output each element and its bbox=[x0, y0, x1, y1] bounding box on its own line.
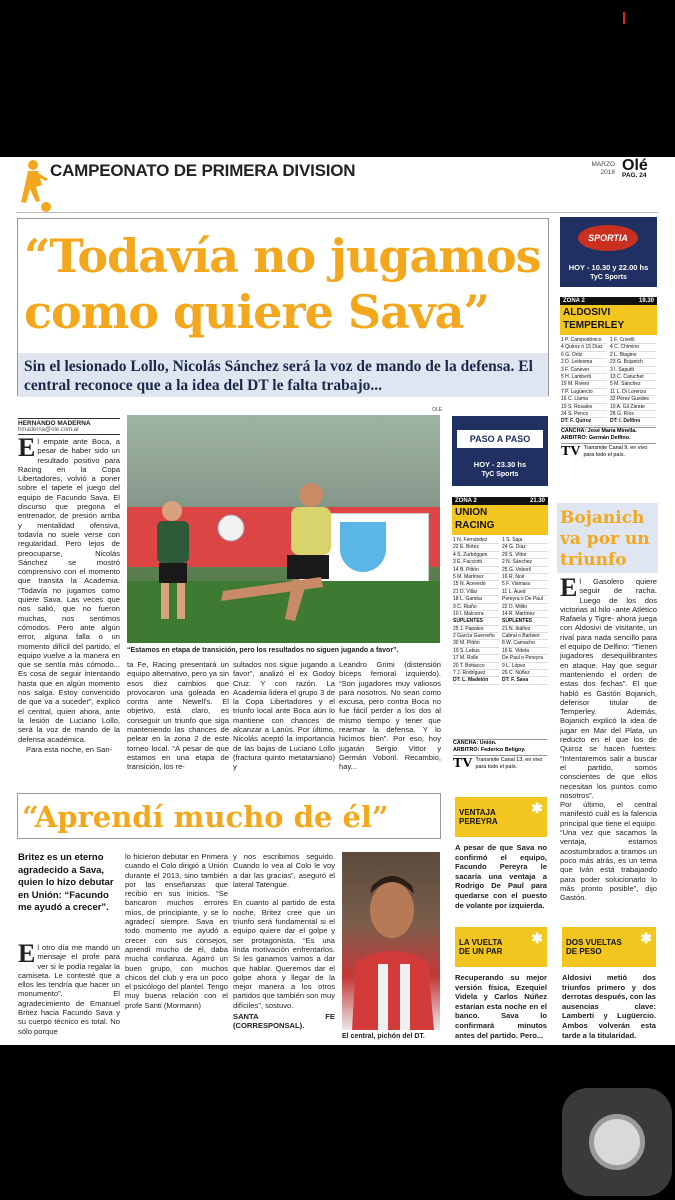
box-vuelta-par bbox=[455, 927, 547, 1040]
lineup-player: 25 G. Voboril bbox=[502, 567, 548, 574]
sub-player: 9 L. López bbox=[502, 663, 548, 670]
lineup-player: 13 C. Caruchet bbox=[610, 374, 656, 381]
lineup-player: 11 L. Aued bbox=[502, 589, 548, 596]
pasoapaso-logo: PASO A PASO bbox=[457, 430, 543, 448]
lineup-player: 11 L. Di Lorenzo bbox=[610, 389, 656, 396]
article-column-1 bbox=[18, 433, 120, 787]
match2-cancha: CANCHA: Unión. bbox=[453, 740, 497, 746]
byline-email[interactable]: hmaderna@ole.com.ar bbox=[18, 427, 80, 433]
lineup-player: 1 S. Saja bbox=[502, 537, 548, 544]
brand-logo: Olé bbox=[622, 157, 648, 174]
lineup-player: Pereyra o De Paul bbox=[502, 596, 548, 603]
second-col3-text: y nos escribimos seguido. Cuando lo vea al Colo le voy a dar las gracias”, aseguró el lateral Tatengue. En cuanto al partido de esta noche, Britez cree que un triunfo será fundamental si el equipo quiere dar el golpe y ser protagonista. “Es una linda motivación enfrentarlos. Si les ganamos vamos a dar que hablar. Queremos dar el golpe ahora y llegar de la mejor manera a los otros partidos que también son muy difíciles”, sostuvo. bbox=[233, 852, 335, 1010]
headline-line-2: como quiere Sava” bbox=[24, 285, 489, 339]
sportia-network: TyC Sports bbox=[590, 274, 627, 281]
sub-player: 21 N. Ibáñez bbox=[502, 626, 548, 633]
sub-player: 25 J. Papaleo bbox=[453, 626, 499, 633]
sub-player: 30 M. Pittón bbox=[453, 640, 499, 647]
dos-title bbox=[562, 927, 656, 967]
bojanich-headline: Bojanich va por un triunfo bbox=[560, 508, 650, 570]
lineup-player: 22 E. Britez bbox=[453, 544, 499, 551]
article-col1b-text: Para esta noche, en San- bbox=[26, 744, 113, 754]
match2-info bbox=[453, 739, 547, 770]
lineup-player: 29 S. Vittor bbox=[502, 552, 548, 559]
asterisk-icon: ✱ bbox=[640, 930, 652, 946]
tv-box-sportia bbox=[560, 217, 657, 287]
sub-player: 7 J. Rodríguez bbox=[453, 670, 499, 677]
lineup-player: 18 L. Gamba bbox=[453, 596, 499, 603]
dos-title-text: DOS VUELTAS DE PESO bbox=[566, 938, 622, 956]
sub-player: 16 E. Videla bbox=[502, 648, 548, 655]
match1-dt-left: DT: F. Quiroz bbox=[561, 418, 607, 425]
match1-header bbox=[560, 297, 657, 335]
lineup-player: 28 G. Ríos bbox=[610, 411, 656, 418]
lineup-player: 1 P. Campodónico bbox=[561, 337, 607, 344]
lineup-player: 9 C. Riaño bbox=[453, 604, 499, 611]
match2-dt-left: DT: L. Madelón bbox=[453, 677, 499, 684]
match-box-union-racing bbox=[452, 497, 548, 787]
ventaja-title bbox=[455, 797, 547, 837]
pasoapaso-time: HOY - 23.30 hs bbox=[473, 460, 527, 469]
match1-tv bbox=[561, 443, 656, 458]
match1-time: 19.30 bbox=[638, 298, 654, 304]
player-portrait-illustration bbox=[342, 852, 440, 1030]
lineup-player: 10 S. Rosales bbox=[561, 404, 607, 411]
match1-cancha: CANCHA: José María Minella. bbox=[561, 428, 637, 434]
lineup-player: 4 S. Zurbriggen bbox=[453, 552, 499, 559]
match1-lineup-right bbox=[610, 337, 656, 426]
match1-arbitro: ARBITRO: Germán Delfino. bbox=[561, 434, 631, 441]
match2-dt-right: DT: F. Sava bbox=[502, 677, 548, 684]
vuelta-title bbox=[455, 927, 547, 967]
lineup-player: 16 C. Llama bbox=[561, 396, 607, 403]
match2-tv-text: Transmite Canal 13, en vivo para todo el país. bbox=[475, 757, 543, 770]
sub-player: Cabral o Barbieri bbox=[502, 633, 548, 640]
lineup-player: 3 E. Facciotti bbox=[453, 559, 499, 566]
match1-info bbox=[561, 427, 656, 458]
lineup-player: 1 N. Fernández bbox=[453, 537, 499, 544]
vuelta-body: Recuperando su mejor versión física, Ezequiel Videla y Carlos Núñez estarían esta noche en el banco. Sava lo confirmará minutos antes del partido. Pero... bbox=[455, 973, 547, 1040]
lineup-player: 10 A. Gil Zárate bbox=[610, 404, 656, 411]
match2-subs-label-right: SUPLENTES bbox=[502, 618, 548, 625]
vuelta-title-text: LA VUELTA DE UN PAR bbox=[459, 938, 503, 956]
lineup-player: 23 G. Bojanich bbox=[610, 359, 656, 366]
article-col1-text: l empate ante Boca, a pesar de haber sido un resultado positivo para Racing en la Copa Libertadores, volvió a poner sobre el tapete el juego del equipo de Facundo Sava. El discurso que pregona el entrenador, de presión arriba y mentalidad ofensiva, todavía no suele verse con regularidad. Pero lejos de preocuparse, Nicolás Sánchez se mostró comprensivo con el momento que transita la Academia. “Todavía no jugamos como quiere Sava. Las veces que nos salió, que no fueron muchas, nos sentimos cómodos. Pero ante algún error, alguna falla o un momento difícil del partido, el equipo vuelve a la manera en que se sentía más cómodo... Es cosa de seguir intentando hasta que en algún momento nos salga. Estoy convencido de que va a suceder”, explicó el central, quien ahora, ante la lesión de Luciano Lollo, será la voz de mando de la defensa académica. bbox=[18, 437, 120, 744]
lineup-player: 14 R. Martínez bbox=[502, 611, 548, 618]
match2-team2: RACING bbox=[455, 520, 495, 531]
dropcap: E bbox=[18, 433, 36, 462]
match1-team2: TEMPERLEY bbox=[563, 320, 625, 331]
match1-zone: ZONA 2 bbox=[563, 298, 585, 304]
status-indicator bbox=[623, 12, 625, 24]
lineup-player: 1 F. Crivelli bbox=[610, 337, 656, 344]
lineup-player: 7 P. Lugüercio bbox=[561, 389, 607, 396]
lineup-player: 16 R. Noir bbox=[502, 574, 548, 581]
match2-subs-label: SUPLENTES bbox=[453, 618, 499, 625]
sub-player: 19 S. Lebus bbox=[453, 648, 499, 655]
dos-body: Aldosivi metió dos triunfos primero y dos derrotas después, con las ausencias clave: Lamberti y Lugüercio. Ambos volverán esta tarde a la titularidad. bbox=[562, 973, 656, 1040]
article-column-2: ta Fe, Racing presentará un equipo alternativo, pero ya sin esos diez cambios que provocaron una goleada en contra ante Newell's. El objetivo, está claro, es conseguir un triunfo que siga manteniendo las chances de pelear en la zona 2 de este torneo local. “A pesar de que estamos en una etapa de transición, los re- bbox=[127, 660, 229, 772]
second-column-3 bbox=[233, 852, 335, 1042]
lineup-player: 24 S. Penco bbox=[561, 411, 607, 418]
asterisk-icon: ✱ bbox=[531, 800, 543, 816]
lineup-player: 14 B. Pittón bbox=[453, 567, 499, 574]
issue-date: MARZO 2016 bbox=[591, 161, 615, 176]
second-lead: Britez es un eterno agradecido a Sava, quien lo hizo debutar en Unión: “Facundo me ayudó a crecer”. bbox=[18, 852, 114, 913]
pasoapaso-network: TyC Sports bbox=[481, 471, 519, 478]
match2-time: 21.30 bbox=[529, 498, 545, 504]
second-column-1 bbox=[18, 939, 120, 1043]
lineup-player: 22 D. Milito bbox=[502, 604, 548, 611]
match2-zone: ZONA 2 bbox=[455, 498, 477, 504]
photo-credit: OLE bbox=[432, 407, 443, 413]
ventaja-body: A pesar de que Sava no confirmó el equipo, Facundo Pereyra le sacaría una ventaja a Rodrigo De Paul para quedarse con el puesto de volante por izquierda. bbox=[455, 843, 547, 910]
second-column-2: lo hicieron debutar en Primera cuando el Colo dirigió a Unión durante el 2013, sino también por las enseñanzas que recibió en sus inicios. “Se bancaron muchos errores míos, de principiante, y se lo agradecí siempre. Sava en todo momento me ayudó a crecer con sus consejos, aprendí mucho de él, daba mucha confianza. Agarró un buen grupo, con muchos chicos del club y era un poco el psicólogo del plantel. Tengo muy buena relación con el profe Santi (Mormann) bbox=[125, 852, 228, 1010]
lineup-player: 15 N. Acevedo bbox=[453, 581, 499, 588]
lineup-player: 32 Pérez Guedes bbox=[610, 396, 656, 403]
box-ventaja-pereyra bbox=[455, 797, 547, 910]
match2-arbitro: ARBITRO: Federico Beligoy. bbox=[453, 746, 526, 753]
article-column-3: sultados nos sigue jugando a favor”, analizó el ex Godoy Cruz. Y con razón. La Academia lidera el grupo 3 de la Copa Libertadores y el triunfo local ante Boca aún lo mantiene con chances de alcanzar a Lanús. Por último, Nicolás aceptó la importancia de las bajas de Luciano Lollo (fractura quinto metatarsiano) y bbox=[233, 660, 335, 772]
home-circle-icon bbox=[589, 1114, 645, 1170]
match1-lineup-left bbox=[561, 337, 607, 426]
lineup-player: 4 Quiroz ó 15 Díaz bbox=[561, 344, 607, 351]
lineup-player: 5 M. Sánchez bbox=[610, 381, 656, 388]
lineup-player: 3 I. Saputti bbox=[610, 367, 656, 374]
main-photo bbox=[127, 415, 440, 643]
match2-tv bbox=[453, 755, 547, 770]
britez-photo bbox=[342, 852, 440, 1030]
lineup-player: 21 D. Villar bbox=[453, 589, 499, 596]
second-headline: “Aprendí mucho de él” bbox=[22, 800, 389, 834]
match2-team1: UNION bbox=[455, 507, 488, 518]
sportia-time: HOY - 10.30 y 22.00 hs bbox=[568, 263, 649, 272]
lineup-player: 5 F. Viamara bbox=[502, 581, 548, 588]
lineup-player: 24 G. Díaz bbox=[502, 544, 548, 551]
headline-line-1: “Todavía no jugamos bbox=[24, 229, 541, 283]
match2-zone-bar bbox=[452, 497, 548, 505]
match-box-aldosivi-temperley bbox=[560, 297, 657, 492]
header-divider bbox=[16, 212, 658, 213]
sub-player: De Paul o Pereyra bbox=[502, 655, 548, 662]
match2-lineup-left bbox=[453, 537, 499, 685]
article-column-4: Leandro Grimi (distensión bíceps femoral izquierdo). “Son jugadores muy valiosos para nosotros. No sean como excusa, pero contra Boca no fue fácil perder a los dos al mismo tiempo y tener que rearmar la defensa. Y lo hicimos bien”. Por eso, hoy jugarán Sergio Vittor y Germán Voboril. Recambio, hay... bbox=[339, 660, 441, 772]
match1-zone-bar bbox=[560, 297, 657, 305]
players-illustration bbox=[127, 415, 440, 643]
lineup-player: 5 H. Lamberti bbox=[561, 374, 607, 381]
sub-player: 17 M. Rolle bbox=[453, 655, 499, 662]
match1-team1: ALDOSIVI bbox=[563, 307, 611, 318]
asterisk-icon: ✱ bbox=[531, 930, 543, 946]
tv-icon: TV bbox=[453, 756, 473, 771]
bojanich-body bbox=[560, 573, 657, 903]
match2-lineup-right bbox=[502, 537, 548, 685]
bojanich-dropcap: E bbox=[560, 573, 578, 602]
tv-box-pasoapaso bbox=[452, 416, 548, 486]
newspaper-page bbox=[0, 157, 675, 1045]
second-col1-text: l otro día me mandó un mensaje el profe para ver si le podía regalar la camiseta. Le contesté que a ellos les tendría que hacer un monumento”. El agradecimiento de Emanuel Britez hacia Facundo Sava y su cuerpo técnico es total. No sólo porque bbox=[18, 943, 120, 1036]
page-number: PAG. 24 bbox=[622, 172, 647, 179]
second-dropcap: E bbox=[18, 939, 36, 968]
byline-name: HERNANDO MADERNA bbox=[18, 420, 91, 427]
lineup-player: 3 F. Canever bbox=[561, 367, 607, 374]
section-title: CAMPEONATO DE PRIMERA DIVISION bbox=[50, 161, 356, 180]
correspondent-sign: SANTA FE (CORRESPONSAL). bbox=[233, 1012, 335, 1031]
match2-header bbox=[452, 497, 548, 535]
match1-tv-text: Transmite Canal 9, en vivo para todo el país. bbox=[583, 445, 648, 458]
sportia-logo: SPORTIA bbox=[578, 225, 638, 251]
subhead: Sin el lesionado Lollo, Nicolás Sánchez será la voz de mando de la defensa. El central reconoce que a la idea del DT le falta trabajo... bbox=[24, 358, 533, 394]
lineup-player: 10 I. Malcorra bbox=[453, 611, 499, 618]
ventaja-title-text: VENTAJA PEREYRA bbox=[459, 808, 498, 826]
lineup-player: 2 D. Ledesma bbox=[561, 359, 607, 366]
lineup-player: 19 M. Rivero bbox=[561, 381, 607, 388]
match1-dt-right: DT: I. Delfino bbox=[610, 418, 656, 425]
lineup-player: 4 C. Chimino bbox=[610, 344, 656, 351]
bojanich-text: l Gasolero quiere seguir de racha. Luego de los dos victorias al hilo -ante Atlético Rafaela y Tigre- ahora juega con Aldosivi de visitante, un rival para nada sencillo para el equipo de Delfino: “Tienen jugadores desequilibrantes en ataque. Hay que seguir manteniendo el orden de estas dos fechas”. El que habló es Gastón Bojanich, defensor titular de Temperley. Además, Bojanich explicó la idea de jugar en Mar del Plata, un reducto en el que los de Quiroz se hacen fuertes: “Intentaremos salir a buscar el partido, somos conscientes de que ellos necesitan los puntos como nosotros”. Por último, el central manifestó cuál es la falencia principal que tiene el equipo. “Una vez que sacamos la ventaja, estamos acostumbrados a tiramos un poco más atrás, es un tema que Iván está trabajando para poder solucionarlo lo más pronto posible”, dijo Gastón. bbox=[560, 577, 657, 903]
lineup-player: 6 G. Ortiz bbox=[561, 352, 607, 359]
tv-icon: TV bbox=[561, 444, 581, 459]
sub-player: 2 García Guerreño bbox=[453, 633, 499, 640]
sub-player: 8 W. Camacho bbox=[502, 640, 548, 647]
sub-player: 26 C. Núñez bbox=[502, 670, 548, 677]
photo-caption: “Estamos en etapa de transición, pero los resultados no siguen jugando a favor”. bbox=[127, 647, 399, 654]
box-dos-vueltas bbox=[562, 927, 656, 1040]
lineup-player: 2 L. Biagino bbox=[610, 352, 656, 359]
assistive-touch-button[interactable] bbox=[562, 1088, 672, 1196]
sub-player: 20 T. Bottacco bbox=[453, 663, 499, 670]
lineup-player: 2 N. Sánchez bbox=[502, 559, 548, 566]
lineup-player: 5 M. Martínez bbox=[453, 574, 499, 581]
britez-photo-caption: El central, pichón del DT. bbox=[342, 1033, 425, 1040]
